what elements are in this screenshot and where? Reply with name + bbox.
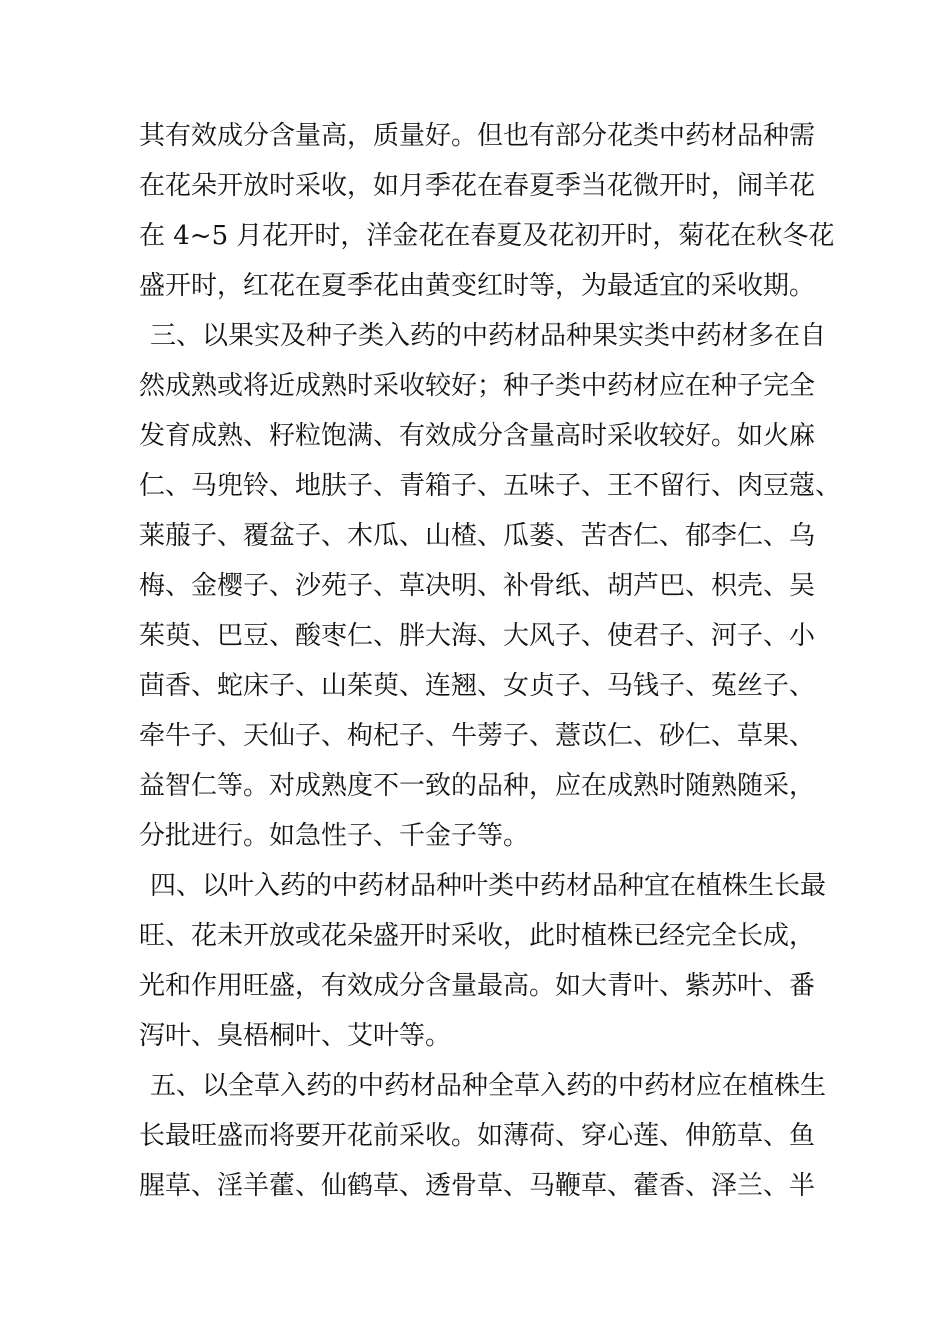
text-line: 茱萸、巴豆、酸枣仁、胖大海、大风子、使君子、河子、小 — [139, 621, 816, 651]
section-heading-line: 三、以果实及种子类入药的中药材品种果实类中药材多在自 — [150, 321, 827, 351]
text-line: 在 4~5 月花开时，洋金花在春夏及花初开时，菊花在秋冬花 — [139, 221, 835, 251]
text-line: 在花朵开放时采收，如月季花在春夏季当花微开时，闹羊花 — [139, 171, 816, 201]
text-line: 仁、马兜铃、地肤子、青箱子、五味子、王不留行、肉豆蔻、 — [139, 471, 842, 501]
text-line: 泻叶、臭梧桐叶、艾叶等。 — [139, 1021, 452, 1051]
text-line: 发育成熟、籽粒饱满、有效成分含量高时采收较好。如火麻 — [139, 421, 816, 451]
text-line: 腥草、淫羊藿、仙鹤草、透骨草、马鞭草、藿香、泽兰、半 — [139, 1171, 816, 1201]
text-line: 其有效成分含量高，质量好。但也有部分花类中药材品种需 — [139, 121, 816, 151]
text-line: 牵牛子、天仙子、枸杞子、牛蒡子、薏苡仁、砂仁、草果、 — [139, 721, 816, 751]
text-line: 益智仁等。对成熟度不一致的品种，应在成熟时随熟随采， — [139, 771, 816, 801]
text-line: 旺、花未开放或花朵盛开时采收，此时植株已经完全长成， — [139, 921, 816, 951]
text-line: 光和作用旺盛，有效成分含量最高。如大青叶、紫苏叶、番 — [139, 971, 816, 1001]
text-line: 莱菔子、覆盆子、木瓜、山楂、瓜蒌、苦杏仁、郁李仁、乌 — [139, 521, 816, 551]
text-line: 然成熟或将近成熟时采收较好；种子类中药材应在种子完全 — [139, 371, 816, 401]
text-line: 茴香、蛇床子、山茱萸、连翘、女贞子、马钱子、菟丝子、 — [139, 671, 816, 701]
text-line: 长最旺盛而将要开花前采收。如薄荷、穿心莲、伸筋草、鱼 — [139, 1121, 816, 1151]
text-line: 梅、金樱子、沙苑子、草决明、补骨纸、胡芦巴、枳壳、吴 — [139, 571, 816, 601]
text-line: 分批进行。如急性子、千金子等。 — [139, 821, 530, 851]
section-heading-line: 五、以全草入药的中药材品种全草入药的中药材应在植株生 — [150, 1071, 827, 1101]
text-line: 盛开时，红花在夏季花由黄变红时等，为最适宜的采收期。 — [139, 271, 816, 301]
section-heading-line: 四、以叶入药的中药材品种叶类中药材品种宜在植株生长最 — [150, 871, 827, 901]
